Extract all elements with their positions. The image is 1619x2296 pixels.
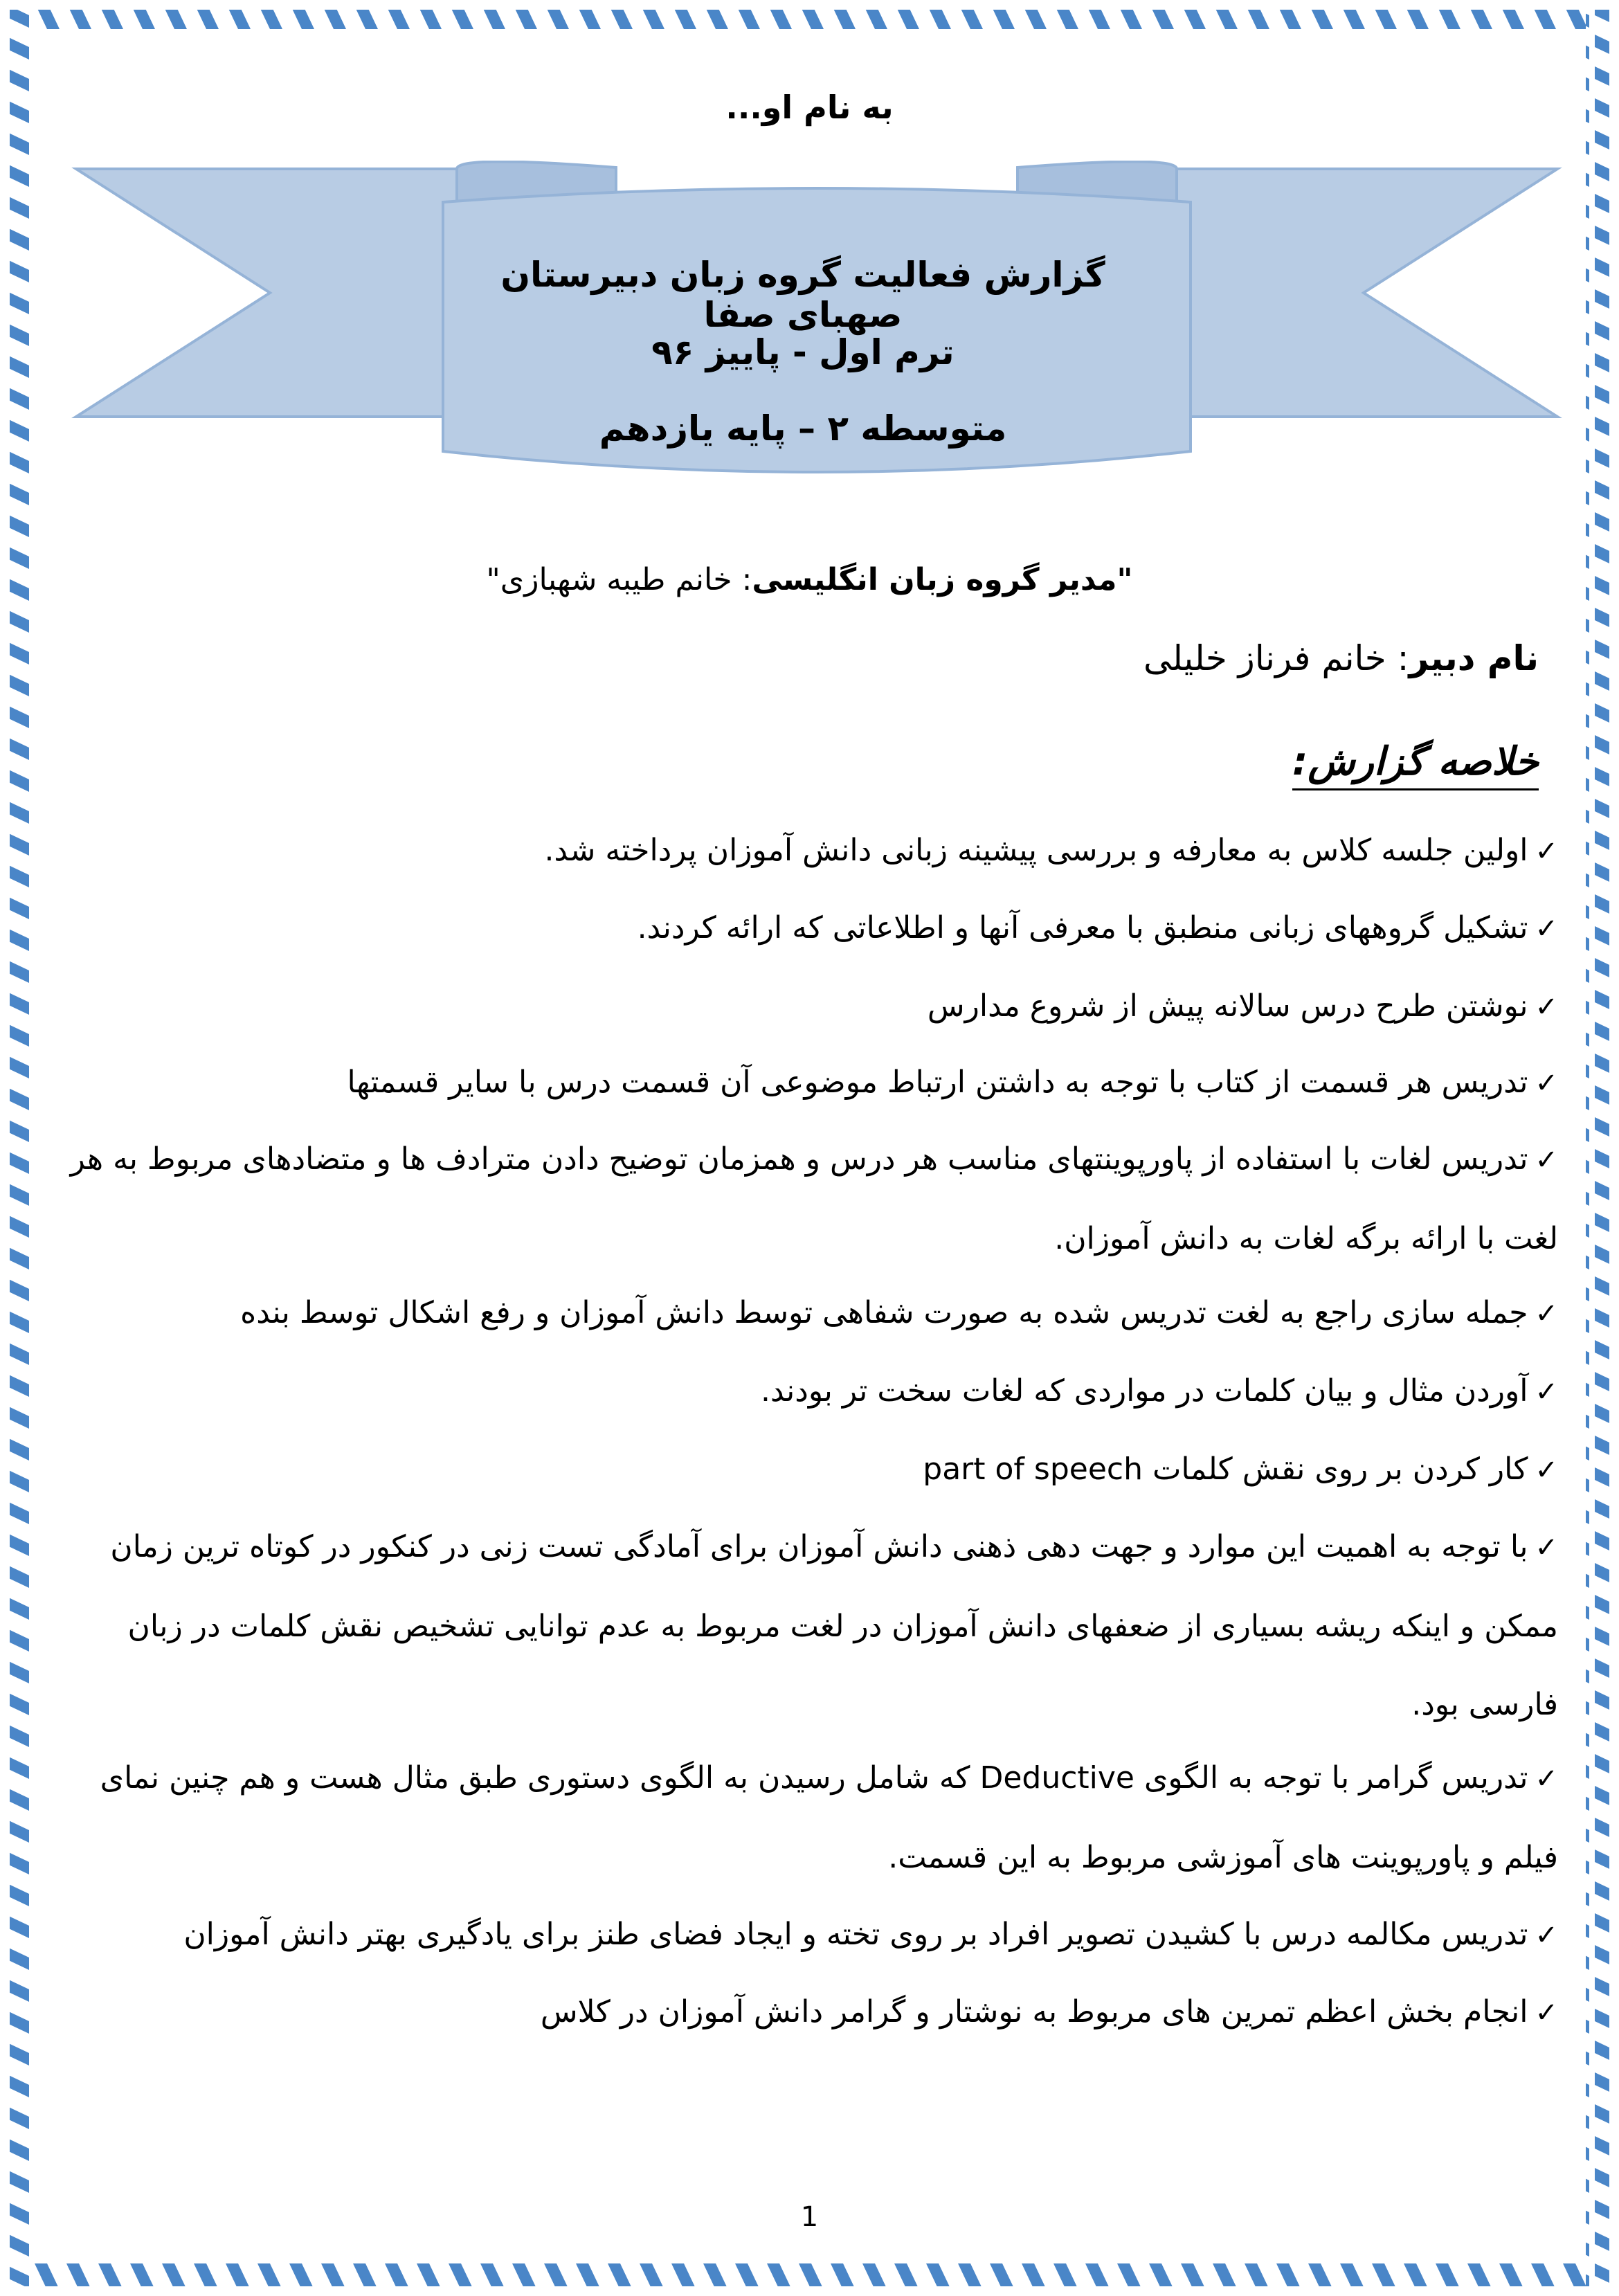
teacher-label: نام دبیر xyxy=(1409,638,1539,678)
list-item: ✓با توجه به اهمیت این موارد و جهت دهی ذهنی دانش آموزان برای آمادگی تست زنی در کنکور در کوتاه ترین زمان ممکن و اینکه ریشه بسیاری از ضعفهای دانش آموزان در لغت مربوط به عدم توانایی تشخیص نقش کلمات در زبان فارسی بود. xyxy=(110,1529,1558,1722)
checkmark-icon: ✓ xyxy=(1535,1067,1558,1099)
list-item: ✓تدریس مکالمه درس با کشیدن تصویر افراد بر روی تخته و ایجاد فضای طنز برای یادگیری بهتر دانش آموزان xyxy=(183,1917,1558,1952)
list-item: ✓نوشتن طرح درس سالانه پیش از شروع مدارس xyxy=(927,988,1558,1024)
manager-label: "مدیر گروه زبان انگلیسی xyxy=(752,562,1133,597)
list-item: ✓آوردن مثال و بیان کلمات در مواردی که لغات سخت تر بودند. xyxy=(760,1373,1558,1409)
checkmark-icon: ✓ xyxy=(1535,1298,1558,1330)
invocation-heading: به نام او... xyxy=(725,89,894,126)
department-manager xyxy=(0,562,1619,597)
list-item: ✓جمله سازی راجع به لغت تدریس شده به صورت شفاهی توسط دانش آموزان و رفع اشکال توسط بنده xyxy=(240,1295,1558,1330)
list-item: ✓تدریس هر قسمت از کتاب با توجه به داشتن ارتباط موضوعی آن قسمت درس با سایر قسمتها xyxy=(347,1065,1558,1100)
list-item: ✓تدریس گرامر با توجه به الگوی Deductive که شامل رسیدن به الگوی دستوری طبق مثال هست و هم چنین نمای فیلم و پاورپوینت های آموزشی مربوط به این قسمت. xyxy=(100,1760,1558,1875)
list-item: ✓کار کردن بر روی نقش کلمات part of speech xyxy=(923,1452,1558,1487)
teacher-line xyxy=(1143,638,1539,678)
checkmark-icon: ✓ xyxy=(1535,1532,1558,1564)
checkmark-icon: ✓ xyxy=(1535,1454,1558,1486)
checkmark-icon: ✓ xyxy=(1535,1919,1558,1951)
banner-grade-line: متوسطه ۲ – پایه یازدهم xyxy=(599,408,1007,449)
checkmark-icon: ✓ xyxy=(1535,1376,1558,1408)
checkmark-icon: ✓ xyxy=(1535,1763,1558,1795)
list-item: ✓تدریس لغات با استفاده از پاورپوینتهای مناسب هر درس و همزمان توضیح دادن مترادف ها و متضادهای مربوط به هر لغت با ارائه برگه لغات به دانش آموزان. xyxy=(70,1141,1558,1256)
checkmark-icon: ✓ xyxy=(1535,1997,1558,2029)
banner-title-line: گزارش فعالیت گروه زبان دبیرستان صهبای صفا xyxy=(500,255,1105,335)
list-item: ✓اولین جلسه کلاس به معارفه و بررسی پیشینه زبانی دانش آموزان پرداخته شد. xyxy=(544,833,1558,868)
checkmark-icon: ✓ xyxy=(1535,1144,1558,1176)
page-number: 1 xyxy=(800,2201,819,2233)
summary-heading: خلاصه گزارش: xyxy=(1292,739,1539,790)
checkmark-icon: ✓ xyxy=(1535,991,1558,1023)
manager-name: : خانم طیبه شهبازی" xyxy=(486,562,752,597)
teacher-name: : خانم فرناز خلیلی xyxy=(1143,638,1409,678)
summary-heading-wrap xyxy=(1292,739,1539,790)
checkmark-icon: ✓ xyxy=(1535,835,1558,867)
banner-term-line: ترم اول - پاییز ۹۶ xyxy=(651,332,955,372)
list-item: ✓انجام بخش اعظم تمرین های مربوط به نوشتار و گرامر دانش آموزان در کلاس xyxy=(540,1994,1558,2030)
checkmark-icon: ✓ xyxy=(1535,913,1558,945)
list-item: ✓تشکیل گروههای زبانی منطبق با معرفی آنها و اطلاعاتی که ارائه کردند. xyxy=(637,910,1558,946)
